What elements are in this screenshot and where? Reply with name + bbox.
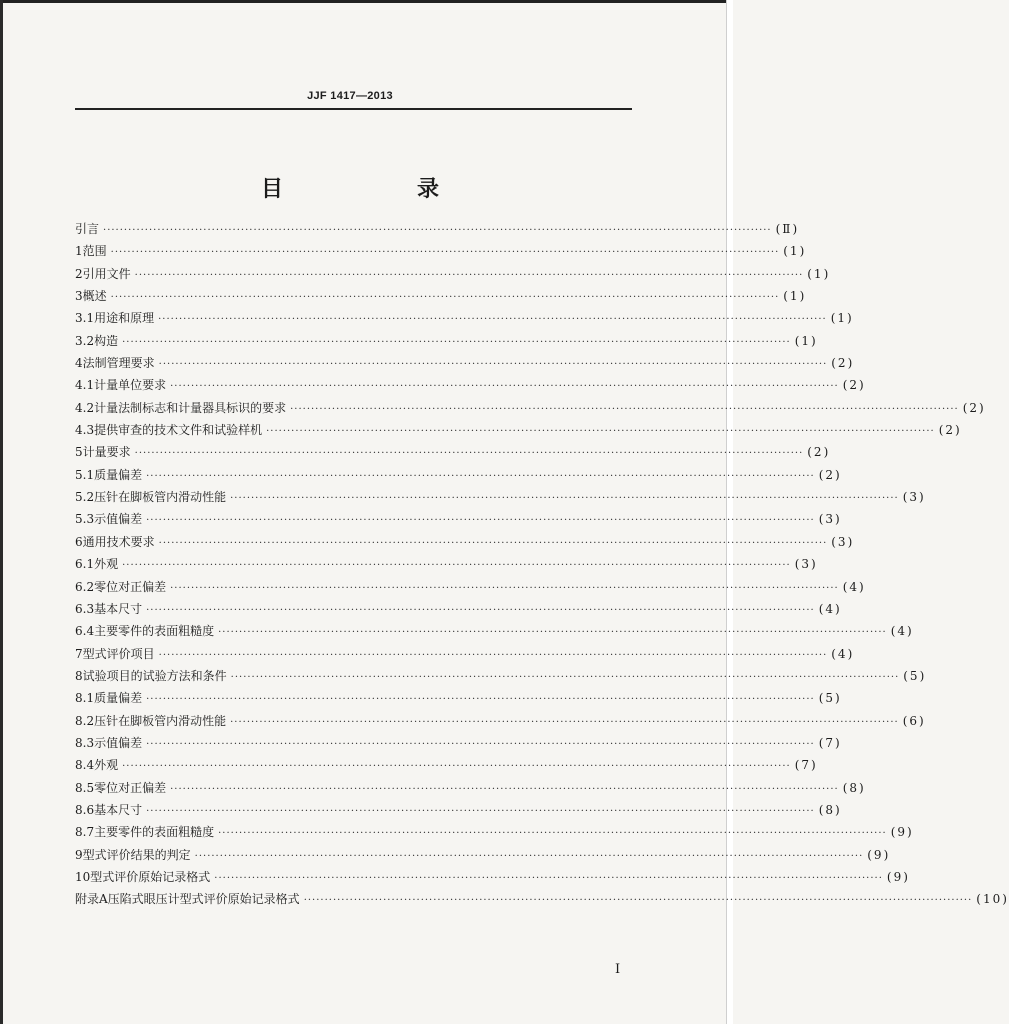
toc-entry-page: (5) xyxy=(818,691,842,706)
toc-entry-number: 3.2 xyxy=(75,333,95,348)
toc-entry-page: (2) xyxy=(842,378,866,393)
toc-dot-leader: ································································································································································ xyxy=(110,247,780,259)
toc-entry-label: 计量单位要求 xyxy=(94,378,167,393)
toc-entry-label: 基本尺寸 xyxy=(94,601,143,616)
toc-entry-label: 型式评价原始记录格式 xyxy=(90,869,211,884)
toc-entry-page: (6) xyxy=(902,713,926,728)
toc-entry-page: (4) xyxy=(831,646,855,661)
toc-entry xyxy=(75,330,818,352)
toc-dot-leader: ································································································································································ xyxy=(170,582,839,594)
toc-dot-leader: ································································································································································ xyxy=(158,359,828,371)
toc-dot-leader: ································································································································································ xyxy=(146,694,815,706)
toc-entry xyxy=(75,285,807,307)
toc-entry-number: 4.2 xyxy=(75,400,95,415)
toc-entry xyxy=(75,240,807,262)
toc-entry xyxy=(75,352,855,374)
toc-entry-number: 4.3 xyxy=(75,423,95,438)
toc-entry-page: (1) xyxy=(794,333,818,348)
toc-entry-label: 零位对正偏差 xyxy=(94,780,167,795)
toc-entry-page: (9) xyxy=(867,847,891,862)
toc-entry-number: 6.3 xyxy=(75,601,95,616)
toc-entry xyxy=(75,821,914,843)
toc-entry-number: 7 xyxy=(75,646,83,661)
toc-dot-leader: ································································································································································ xyxy=(146,470,815,482)
toc-dot-leader: ································································································································································ xyxy=(158,649,828,661)
toc-entry-label: 压陷式眼压计型式评价原始记录格式 xyxy=(107,892,300,907)
toc-entry-page: (5) xyxy=(903,668,927,683)
page-title: 目 录 xyxy=(260,177,495,202)
toc-entry-label: 法制管理要求 xyxy=(82,356,155,371)
toc-entry-number: 附录A xyxy=(75,892,108,907)
toc-entry xyxy=(75,732,842,754)
toc-dot-leader: ································································································································································ xyxy=(146,604,815,616)
toc-entry-number: 6.2 xyxy=(75,579,95,594)
toc-entry-label: 引用文件 xyxy=(82,266,131,281)
toc-entry-label: 型式评价项目 xyxy=(82,646,155,661)
toc-entry-page: (1) xyxy=(783,244,807,259)
toc-entry-label: 质量偏差 xyxy=(94,467,143,482)
toc-entry xyxy=(75,553,818,575)
toc-entry-page: (1) xyxy=(783,289,807,304)
toc-entry-number: 4 xyxy=(75,356,83,371)
toc-entry-page: (3) xyxy=(794,557,818,572)
toc-entry xyxy=(75,777,866,799)
toc-entry-page: (1) xyxy=(807,266,831,281)
toc-entry-number: 4.1 xyxy=(75,378,95,393)
toc-entry-number: 8.1 xyxy=(75,691,95,706)
toc-entry-label: 通用技术要求 xyxy=(82,534,155,549)
toc-entry-number: 8.3 xyxy=(75,735,95,750)
toc-entry-label: 主要零件的表面粗糙度 xyxy=(94,825,215,840)
toc-entry-number: 1 xyxy=(75,244,83,259)
toc-entry-number: 5.1 xyxy=(75,467,95,482)
toc-entry-label: 引言 xyxy=(75,222,100,236)
toc-entry xyxy=(75,598,842,620)
toc-entry-number: 3 xyxy=(75,289,83,304)
toc-entry-label: 范围 xyxy=(82,244,107,259)
toc-entry xyxy=(75,307,854,329)
toc-entry-page: (Ⅱ) xyxy=(775,222,800,236)
toc-dot-leader: ································································································································································ xyxy=(218,627,887,639)
toc-entry-number: 8.2 xyxy=(75,713,95,728)
toc-entry xyxy=(75,665,927,687)
toc-dot-leader: ································································································································································ xyxy=(230,716,899,728)
toc-entry xyxy=(75,263,831,285)
toc-entry xyxy=(75,531,855,553)
toc-dot-leader: ································································································································································ xyxy=(170,783,839,795)
toc-entry-page: (8) xyxy=(842,780,866,795)
toc-entry-label: 零位对正偏差 xyxy=(94,579,167,594)
toc-entry-page: (4) xyxy=(842,579,866,594)
toc-dot-leader: ································································································································································ xyxy=(103,225,772,236)
header-rule xyxy=(75,108,632,110)
toc-entry-label: 示值偏差 xyxy=(94,512,143,527)
toc-entry xyxy=(75,218,800,240)
toc-entry-label: 压针在脚板管内滑动性能 xyxy=(94,490,227,505)
toc-entry-label: 外观 xyxy=(94,557,119,572)
toc-entry xyxy=(75,576,866,598)
toc-entry-label: 压针在脚板管内滑动性能 xyxy=(94,713,227,728)
toc-entry-label: 提供审查的技术文件和试验样机 xyxy=(94,423,263,438)
toc-dot-leader: ································································································································································ xyxy=(303,895,973,907)
toc-entry-number: 6.4 xyxy=(75,624,95,639)
running-header: JJF 1417—2013 xyxy=(307,90,393,102)
toc-dot-leader: ································································································································································ xyxy=(158,537,828,549)
toc-entry xyxy=(75,710,926,732)
toc-dot-leader: ································································································································································ xyxy=(134,448,804,460)
toc-entry xyxy=(75,464,842,486)
toc-entry xyxy=(75,620,914,642)
toc-entry-label: 主要零件的表面粗糙度 xyxy=(94,624,215,639)
page-number: Ⅰ xyxy=(615,962,621,977)
toc-entry xyxy=(75,508,842,530)
toc-entry xyxy=(75,754,818,776)
toc-entry-label: 用途和原理 xyxy=(94,311,155,326)
toc-entry xyxy=(75,397,986,419)
toc-entry-page: (7) xyxy=(794,758,818,773)
toc-entry-page: (10) xyxy=(976,892,1009,907)
toc-dot-leader: ································································································································································ xyxy=(134,269,804,281)
toc-entry-page: (9) xyxy=(886,869,910,884)
toc-entry-page: (2) xyxy=(807,445,831,460)
toc-dot-leader: ································································································································································ xyxy=(170,381,839,393)
toc-dot-leader: ································································································································································ xyxy=(230,493,899,505)
toc-entry-number: 6.1 xyxy=(75,557,95,572)
toc-dot-leader: ································································································································································ xyxy=(122,560,791,572)
toc-entry-page: (2) xyxy=(818,467,842,482)
toc-entry-page: (4) xyxy=(818,601,842,616)
toc-entry-label: 基本尺寸 xyxy=(94,802,143,817)
toc-entry-number: 8.4 xyxy=(75,758,95,773)
toc-entry-page: (1) xyxy=(830,311,854,326)
toc-entry xyxy=(75,486,926,508)
toc-entry xyxy=(75,643,855,665)
toc-dot-leader: ································································································································································ xyxy=(266,426,935,438)
toc-entry-page: (9) xyxy=(890,825,914,840)
toc-entry xyxy=(75,374,866,396)
toc-entry xyxy=(75,799,842,821)
toc-entry-label: 示值偏差 xyxy=(94,735,143,750)
toc-entry-page: (7) xyxy=(818,735,842,750)
toc-entry-label: 构造 xyxy=(94,333,119,348)
toc-entry-number: 5.3 xyxy=(75,512,95,527)
toc-entry-page: (2) xyxy=(938,423,962,438)
toc-entry xyxy=(75,419,962,441)
scan-edge-top xyxy=(0,0,733,3)
toc-entry-page: (3) xyxy=(902,490,926,505)
toc-entry-number: 8 xyxy=(75,668,83,683)
toc-dot-leader: ································································································································································ xyxy=(122,336,791,348)
toc-dot-leader: ································································································································································ xyxy=(194,850,864,862)
toc-entry-label: 计量法制标志和计量器具标识的要求 xyxy=(94,400,287,415)
toc-dot-leader: ································································································································································ xyxy=(214,872,883,884)
toc-entry-page: (4) xyxy=(890,624,914,639)
toc-entry-number: 5 xyxy=(75,445,83,460)
toc-entry xyxy=(75,844,891,866)
toc-entry-number: 8.7 xyxy=(75,825,95,840)
toc-entry-page: (3) xyxy=(818,512,842,527)
toc-dot-leader: ································································································································································ xyxy=(158,314,827,326)
toc-entry-label: 质量偏差 xyxy=(94,691,143,706)
toc-entry-label: 计量要求 xyxy=(82,445,131,460)
toc-dot-leader: ································································································································································ xyxy=(146,738,815,750)
toc-entry-number: 10 xyxy=(75,869,91,884)
toc-entry-page: (3) xyxy=(831,534,855,549)
toc-entry-number: 6 xyxy=(75,534,83,549)
toc-entry-page: (2) xyxy=(962,400,986,415)
toc-entry-number: 3.1 xyxy=(75,311,95,326)
toc-entry-label: 试验项目的试验方法和条件 xyxy=(82,668,227,683)
scan-edge-left xyxy=(0,0,3,1024)
toc-entry-number: 2 xyxy=(75,266,83,281)
toc-entry-number: 8.5 xyxy=(75,780,95,795)
toc-dot-leader: ································································································································································ xyxy=(146,805,815,817)
toc-dot-leader: ································································································································································ xyxy=(146,515,815,527)
toc-entry xyxy=(75,441,831,463)
toc-dot-leader: ································································································································································ xyxy=(230,671,900,683)
toc-entry-label: 概述 xyxy=(82,289,107,304)
toc-entry-label: 外观 xyxy=(94,758,119,773)
toc-entry-number: 5.2 xyxy=(75,490,95,505)
toc-entry xyxy=(75,888,1009,910)
toc-entry-page: (8) xyxy=(818,802,842,817)
toc-entry-number: 8.6 xyxy=(75,802,95,817)
toc-dot-leader: ································································································································································ xyxy=(218,828,887,840)
table-of-contents xyxy=(75,218,1009,911)
toc-entry xyxy=(75,866,910,888)
toc-entry-page: (2) xyxy=(831,356,855,371)
toc-entry-number: 9 xyxy=(75,847,83,862)
toc-entry xyxy=(75,687,842,709)
toc-entry-label: 型式评价结果的判定 xyxy=(82,847,191,862)
toc-dot-leader: ································································································································································ xyxy=(110,292,780,304)
toc-dot-leader: ································································································································································ xyxy=(290,403,959,415)
toc-dot-leader: ································································································································································ xyxy=(122,761,791,773)
